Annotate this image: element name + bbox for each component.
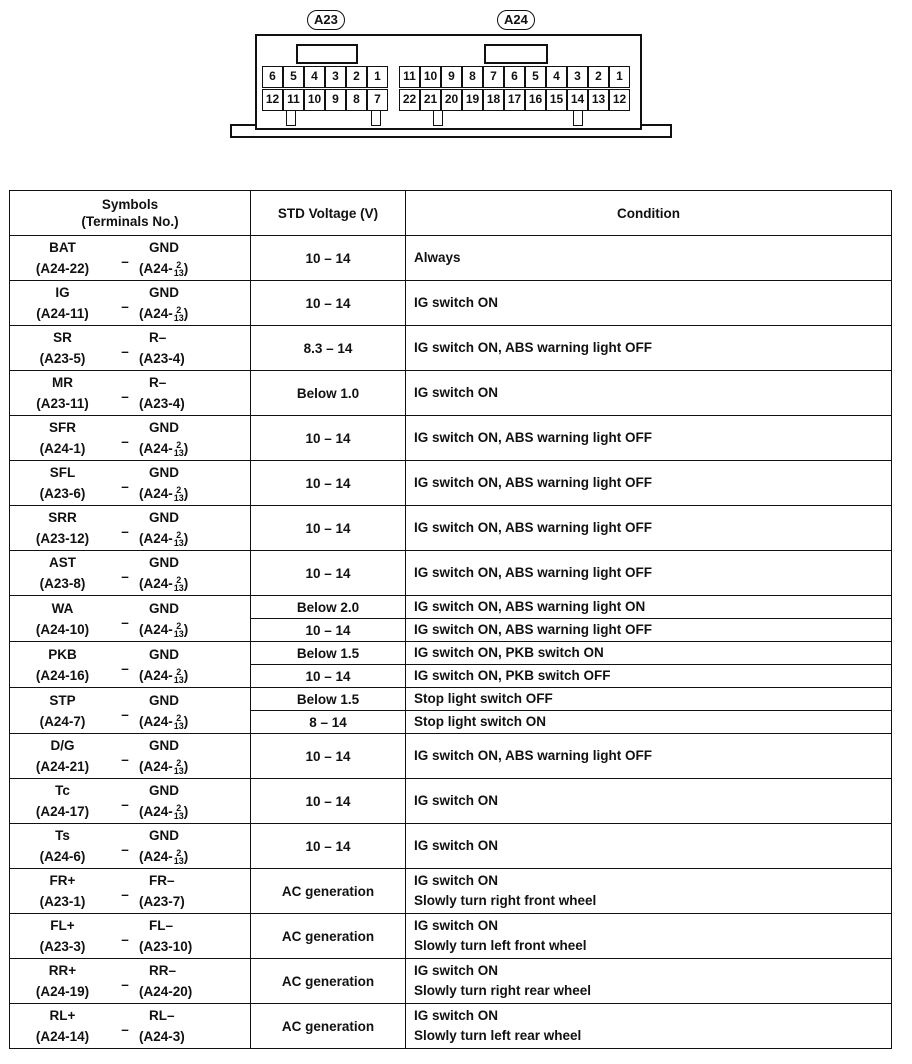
a24-latch [484,44,548,64]
header-terminals-label: (Terminals No.) [81,214,179,229]
voltage-cell: 10 – 14 [251,506,406,551]
voltage-cell: 10 – 14 [251,824,406,869]
connector-pin: 7 [483,66,504,88]
table-row [10,371,892,416]
terminal-no: (A24-7) [39,713,86,729]
symbol-ref: R– [149,375,167,390]
terminal-ref: (A23-10) [139,939,193,954]
terminal-ref-gnd: (A24- 2 13 ) [139,803,189,822]
terminal-ref-gnd: (A24- 2 13 ) [139,530,189,549]
symbol-cell [10,416,251,461]
symbol-ref: R– [149,330,167,345]
a23-pin-row-bottom [262,89,388,111]
voltage-cell: AC generation [251,914,406,959]
symbol-name: SRR [48,510,77,525]
table-body [10,236,892,1049]
symbol-dash: – [121,389,129,404]
table-row [10,236,892,281]
symbol-cell [10,959,251,1004]
symbol-name: SFL [49,465,76,480]
table-row [10,779,892,824]
terminal-no: (A23-3) [39,939,86,954]
symbol-cell [10,914,251,959]
connector-pin: 20 [441,89,462,111]
symbol-ref: GND [149,555,179,570]
voltage-cell: 8.3 – 14 [251,326,406,371]
terminal-ref-gnd: (A24- 2 13 ) [139,848,189,867]
symbol-dash: – [121,254,129,269]
connector-pin: 8 [346,89,367,111]
connector-pin: 10 [304,89,325,111]
terminal-fraction: 2 13 [173,848,184,867]
connector-pin: 4 [546,66,567,88]
terminal-fraction: 2 13 [173,666,184,685]
table-row [10,416,892,461]
terminal-no: (A24-10) [35,621,90,637]
symbol-name: FR+ [49,873,76,888]
symbol-dash: – [121,344,129,359]
symbol-name: FL+ [50,918,75,933]
symbol-ref: GND [149,510,179,525]
terminal-no: (A23-8) [39,576,86,591]
terminal-no: (A24-19) [35,984,90,999]
terminal-fraction: 2 13 [173,575,184,594]
guide-tab [371,110,381,126]
symbol-name: Ts [55,828,70,843]
connector-pin: 5 [283,66,304,88]
condition-cell: Stop light switch OFF [406,688,892,711]
condition-cell: IG switch ON Slowly turn right front wheel [406,869,892,914]
connector-pin: 5 [525,66,546,88]
connector-pin: 11 [283,89,304,111]
symbol-name: IG [55,285,70,300]
condition-cell: IG switch ON, ABS warning light OFF [406,734,892,779]
symbol-name: RR+ [48,963,77,978]
terminal-ref-gnd: (A24- 2 13 ) [139,440,189,459]
terminal-ref-gnd: (A24- 2 13 ) [139,758,189,777]
symbol-cell [10,642,251,688]
terminal-ref-gnd: (A24- 2 13 ) [139,305,189,324]
symbol-ref: GND [149,646,179,662]
symbol-cell [10,461,251,506]
symbol-name: SFR [49,420,76,435]
terminal-no: (A23-5) [39,351,86,366]
symbol-name: SR [53,330,72,345]
terminal-ref: (A23-4) [139,351,185,366]
terminal-ref-gnd: (A24- 2 13 ) [139,712,189,731]
symbol-ref: GND [149,240,179,255]
condition-cell: IG switch ON [406,371,892,416]
symbol-cell [10,779,251,824]
condition-cell: IG switch ON Slowly turn left front wheel [406,914,892,959]
symbol-name: PKB [48,646,77,662]
connector-pin: 13 [588,89,609,111]
ecu-terminal-table [9,190,892,1049]
table-row [10,959,892,1004]
table-row [10,461,892,506]
connector-pin: 15 [546,89,567,111]
symbol-dash: – [121,614,129,630]
table-row [10,596,892,619]
connector-pin: 1 [367,66,388,88]
symbol-dash: – [121,1022,129,1037]
symbol-ref: GND [149,692,179,708]
voltage-cell: Below 2.0 [251,596,406,619]
symbol-name: MR [52,375,73,390]
terminal-no: (A24-22) [35,261,90,276]
table-row [10,1004,892,1049]
connector-pin: 6 [504,66,525,88]
symbol-dash: – [121,977,129,992]
symbol-dash: – [121,569,129,584]
connector-pin: 8 [462,66,483,88]
symbol-dash: – [121,434,129,449]
symbol-ref: GND [149,600,179,616]
condition-cell: IG switch ON, PKB switch OFF [406,665,892,688]
terminal-ref: (A23-4) [139,396,185,411]
condition-cell: IG switch ON, ABS warning light OFF [406,416,892,461]
voltage-cell: Below 1.0 [251,371,406,416]
terminal-ref: (A24-20) [139,984,193,999]
terminal-no: (A23-12) [35,531,90,546]
table-row [10,824,892,869]
connector-pin: 9 [325,89,346,111]
terminal-no: (A24-17) [35,804,90,819]
table-row [10,326,892,371]
symbol-ref: GND [149,420,179,435]
connector-a24-label: A24 [497,10,535,30]
connector-pin: 17 [504,89,525,111]
connector-pin: 14 [567,89,588,111]
voltage-cell: 10 – 14 [251,461,406,506]
voltage-cell: 10 – 14 [251,665,406,688]
symbol-name: AST [49,555,76,570]
condition-cell: IG switch ON, ABS warning light OFF [406,551,892,596]
guide-tab [286,110,296,126]
table-header-row [10,191,892,236]
symbol-name: Tc [55,783,70,798]
voltage-cell: AC generation [251,959,406,1004]
condition-cell: IG switch ON, PKB switch ON [406,642,892,665]
terminal-no: (A24-14) [35,1029,90,1044]
connector-pin: 1 [609,66,630,88]
symbol-cell [10,688,251,734]
symbol-cell [10,734,251,779]
symbol-dash: – [121,660,129,676]
condition-cell: IG switch ON [406,779,892,824]
voltage-cell: AC generation [251,869,406,914]
voltage-cell: 10 – 14 [251,734,406,779]
connector-pin: 9 [441,66,462,88]
voltage-cell: 10 – 14 [251,619,406,642]
a24-pin-row-top [399,66,630,88]
connector-diagram [0,0,912,150]
table-row [10,551,892,596]
symbol-name: BAT [49,240,76,255]
connector-pin: 2 [588,66,609,88]
connector-pin: 12 [609,89,630,111]
condition-cell: IG switch ON Slowly turn left rear wheel [406,1004,892,1049]
voltage-cell: 10 – 14 [251,551,406,596]
connector-pin: 22 [399,89,420,111]
condition-cell: IG switch ON, ABS warning light ON [406,596,892,619]
symbol-dash: – [121,842,129,857]
symbol-dash: – [121,706,129,722]
condition-cell: Stop light switch ON [406,711,892,734]
connector-pin: 4 [304,66,325,88]
symbol-dash: – [121,887,129,902]
condition-cell: IG switch ON, ABS warning light OFF [406,326,892,371]
symbol-ref: GND [149,285,179,300]
condition-cell: Always [406,236,892,281]
connector-pin: 6 [262,66,283,88]
condition-cell: IG switch ON, ABS warning light OFF [406,619,892,642]
symbol-cell [10,869,251,914]
table-row [10,914,892,959]
terminal-ref-gnd: (A24- 2 13 ) [139,620,189,639]
symbol-cell [10,1004,251,1049]
terminal-fraction: 2 13 [173,305,184,324]
table-row [10,688,892,711]
condition-cell: IG switch ON [406,281,892,326]
symbol-dash: – [121,524,129,539]
terminal-no: (A23-11) [36,396,89,411]
symbol-dash: – [121,932,129,947]
terminal-no: (A23-6) [39,486,86,501]
symbol-cell [10,551,251,596]
table-row [10,506,892,551]
connector-pin: 3 [567,66,588,88]
symbol-cell [10,506,251,551]
condition-cell: IG switch ON, ABS warning light OFF [406,506,892,551]
terminal-no: (A24-11) [36,306,89,321]
condition-cell: IG switch ON [406,824,892,869]
symbol-ref: RR– [149,963,177,978]
connector-pin: 12 [262,89,283,111]
connector-pin: 11 [399,66,420,88]
terminal-no: (A24-1) [39,441,86,456]
symbol-dash: – [121,752,129,767]
connector-pin: 19 [462,89,483,111]
table-row [10,281,892,326]
a23-pin-row-top [262,66,388,88]
symbol-ref: GND [149,828,179,843]
symbol-ref: GND [149,738,179,753]
voltage-cell: 10 – 14 [251,416,406,461]
table-row [10,642,892,665]
terminal-ref: (A23-7) [139,894,185,909]
a24-pin-row-bottom [399,89,630,111]
symbol-name: RL+ [49,1008,76,1023]
connector-pin: 16 [525,89,546,111]
terminal-fraction: 2 13 [173,530,184,549]
terminal-no: (A24-21) [35,759,90,774]
terminal-fraction: 2 13 [173,440,184,459]
terminal-no: (A23-1) [39,894,86,909]
symbol-ref: FR– [149,873,175,888]
guide-tab [573,110,583,126]
terminal-fraction: 2 13 [173,260,184,279]
connector-a23-label: A23 [307,10,345,30]
symbol-dash: – [121,299,129,314]
voltage-cell: 10 – 14 [251,236,406,281]
symbol-ref: FL– [149,918,174,933]
symbol-ref: GND [149,783,179,798]
symbol-cell [10,326,251,371]
symbol-name: STP [49,692,76,708]
voltage-cell: 10 – 14 [251,281,406,326]
terminal-fraction: 2 13 [173,803,184,822]
connector-pin: 3 [325,66,346,88]
symbol-cell [10,236,251,281]
symbol-ref: RL– [149,1008,175,1023]
terminal-ref-gnd: (A24- 2 13 ) [139,260,189,279]
symbol-dash: – [121,479,129,494]
header-symbols-label: Symbols [101,197,159,212]
symbol-cell [10,281,251,326]
voltage-cell: 8 – 14 [251,711,406,734]
connector-pin: 21 [420,89,441,111]
a23-latch [296,44,358,64]
guide-tab [433,110,443,126]
symbol-cell [10,371,251,416]
connector-pin: 10 [420,66,441,88]
terminal-fraction: 2 13 [173,758,184,777]
terminal-fraction: 2 13 [173,620,184,639]
terminal-ref-gnd: (A24- 2 13 ) [139,485,189,504]
terminal-ref-gnd: (A24- 2 13 ) [139,666,189,685]
connector-pin: 18 [483,89,504,111]
voltage-cell: AC generation [251,1004,406,1049]
terminal-fraction: 2 13 [173,485,184,504]
connector-pin: 2 [346,66,367,88]
connector-pin: 7 [367,89,388,111]
terminal-no: (A24-16) [35,667,90,683]
voltage-cell: 10 – 14 [251,779,406,824]
table-row [10,869,892,914]
symbol-dash: – [121,797,129,812]
symbol-cell [10,596,251,642]
symbol-ref: GND [149,465,179,480]
symbol-cell [10,824,251,869]
symbol-name: WA [51,600,74,616]
terminal-ref: (A24-3) [139,1029,185,1044]
terminal-no: (A24-6) [39,849,86,864]
table-row [10,734,892,779]
condition-cell: IG switch ON, ABS warning light OFF [406,461,892,506]
terminal-fraction: 2 13 [173,712,184,731]
terminal-ref-gnd: (A24- 2 13 ) [139,575,189,594]
header-voltage: STD Voltage (V) [251,191,406,236]
condition-cell: IG switch ON Slowly turn right rear wheel [406,959,892,1004]
header-symbols [10,191,251,236]
voltage-cell: Below 1.5 [251,688,406,711]
voltage-cell: Below 1.5 [251,642,406,665]
symbol-name: D/G [50,738,75,753]
header-condition: Condition [406,191,892,236]
